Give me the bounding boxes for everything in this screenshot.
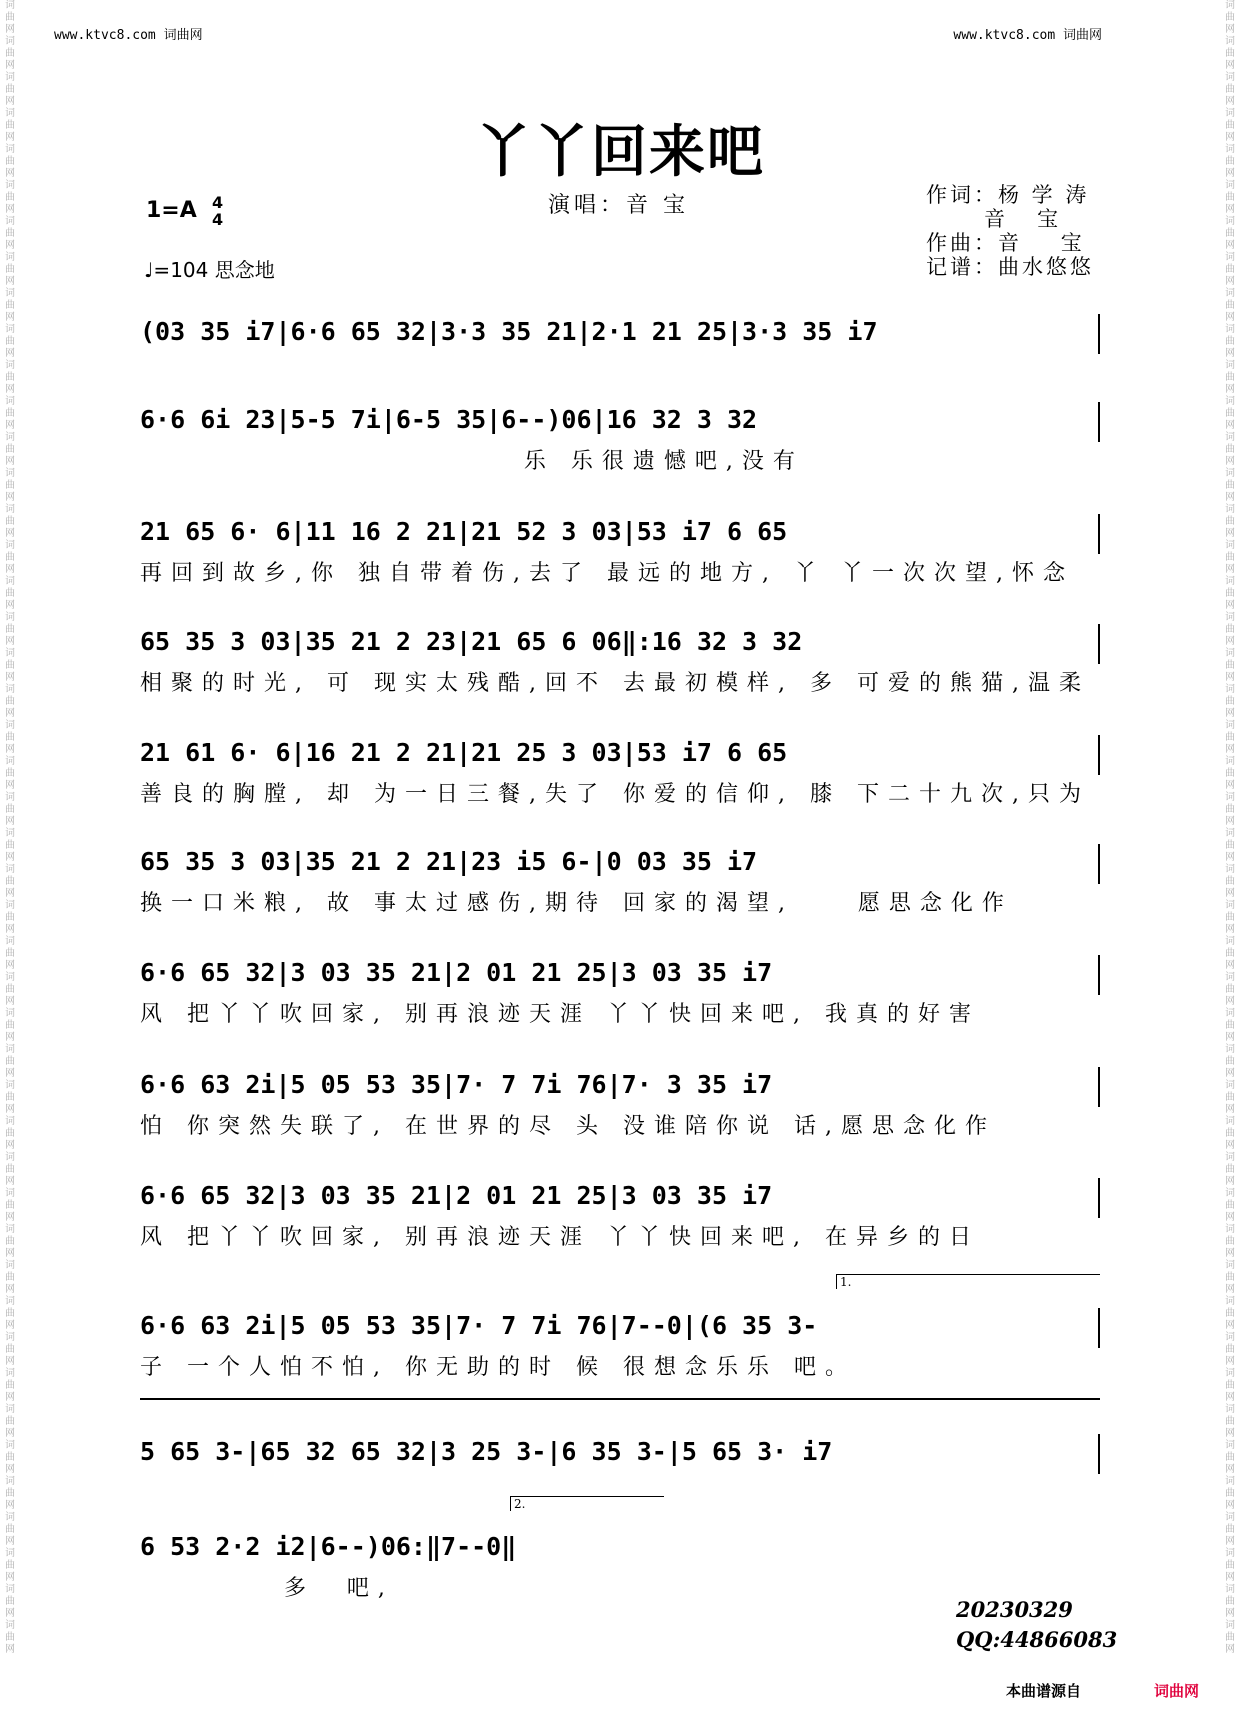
composer-credit: 作曲：音 宝 xyxy=(926,231,1085,255)
date-stamp xyxy=(956,1595,1117,1655)
notation-line: 6·6 65 32|3 03 35 21|2 01 21 25|3 03 35 i7 xyxy=(140,1181,773,1210)
lyrics-line: 换一口米粮, 故 事太过感伤,期待 回家的渴望, 愿思念化作 xyxy=(140,891,1013,916)
notation-line: 6 53 2·2 i2|6--)06:‖7--0‖ xyxy=(140,1532,517,1561)
site-header-left: www.ktvc8.com 词曲网 xyxy=(54,28,203,43)
barline xyxy=(1098,735,1100,775)
site-link[interactable]: 词曲网 xyxy=(1154,1682,1200,1700)
barline xyxy=(1098,1308,1100,1348)
lyrics-line: 再回到故乡,你 独自带着伤,去了 最远的地方, 丫 丫一次次望,怀念 xyxy=(140,561,1074,586)
barline xyxy=(1098,1178,1100,1218)
watermark-right: 词曲网词曲网词曲网词曲网词曲网词曲网词曲网词曲网词曲网词曲网词曲网词曲网词曲网词曲网词曲网词曲网词曲网词曲网词曲网词曲网词曲网词曲网词曲网词曲网词曲网词曲网词曲网词曲网词曲网词曲网词曲网词曲网词曲网词曲网词曲网词曲网词曲网词曲网词曲网词曲网词曲网词曲网词曲网词曲网词曲网词曲网 xyxy=(1225,0,1235,1655)
site-header-right: www.ktvc8.com 词曲网 xyxy=(953,28,1102,43)
lyrics-line: 相聚的时光, 可 现实太残酷,回不 去最初模样, 多 可爱的熊猫,温柔 xyxy=(140,671,1090,696)
lyrics-line: 乐 乐很遗憾吧,没有 xyxy=(140,449,804,474)
lyricist-credit: 作词：杨 学 涛 xyxy=(926,183,1090,207)
section-separator xyxy=(140,1398,1100,1400)
barline xyxy=(1098,1067,1100,1107)
tempo-marking: ♩=104 思念地 xyxy=(144,258,275,282)
barline xyxy=(1098,955,1100,995)
song-title: 丫丫回来吧 xyxy=(475,119,765,185)
barline xyxy=(1098,514,1100,554)
barline xyxy=(1098,402,1100,442)
source-label: 本曲谱源自 xyxy=(1006,1682,1082,1700)
lyrics-line: 怕 你突然失联了, 在世界的尽 头 没谁陪你说 话,愿思念化作 xyxy=(140,1114,996,1139)
time-signature-top: 4 xyxy=(212,193,224,212)
lyrics-line: 善良的胸膛, 却 为一日三餐,失了 你爱的信仰, 膝 下二十九次,只为 xyxy=(140,782,1090,807)
transcriber-credit: 记谱：曲水悠悠 xyxy=(926,255,1094,279)
lyrics-line: 风 把丫丫吹回家, 别再浪迹天涯 丫丫快回来吧, 我真的好害 xyxy=(140,1002,980,1027)
key-signature: 1=A xyxy=(146,198,197,223)
notation-line: 6·6 6i 23|5-5 7i|6-5 35|6--)06|16 32 3 32 xyxy=(140,405,758,434)
notation-line: 6·6 63 2i|5 05 53 35|7· 7 7i 76|7· 3 35 i7 xyxy=(140,1070,773,1099)
lyrics-line: 子 一个人怕不怕, 你无助的时 候 很想念乐乐 吧。 xyxy=(140,1355,856,1380)
lyricist-credit-2: 音 宝 xyxy=(926,207,1062,231)
time-signature xyxy=(212,194,223,228)
qq-text: QQ:44866083 xyxy=(956,1627,1118,1652)
lyrics-line: 多 吧, xyxy=(140,1576,394,1601)
notation-line: 65 35 3 03|35 21 2 21|23 i5 6-|0 03 35 i7 xyxy=(140,847,758,876)
notation-line: (03 35 i7|6·6 65 32|3·3 35 21|2·1 21 25|3·3 35 i7 xyxy=(140,317,878,346)
barline xyxy=(1098,1434,1100,1474)
time-signature-bottom: 4 xyxy=(212,210,224,229)
credits xyxy=(926,183,1094,279)
notation-line: 6·6 65 32|3 03 35 21|2 01 21 25|3 03 35 i7 xyxy=(140,958,773,987)
notation-line: 5 65 3-|65 32 65 32|3 25 3-|6 35 3-|5 65 3· i7 xyxy=(140,1437,833,1466)
barline xyxy=(1098,314,1100,354)
lyrics-line: 风 把丫丫吹回家, 别再浪迹天涯 丫丫快回来吧, 在异乡的日 xyxy=(140,1225,980,1250)
second-ending-bracket: 2. xyxy=(510,1496,664,1511)
watermark-left: 词曲网词曲网词曲网词曲网词曲网词曲网词曲网词曲网词曲网词曲网词曲网词曲网词曲网词曲网词曲网词曲网词曲网词曲网词曲网词曲网词曲网词曲网词曲网词曲网词曲网词曲网词曲网词曲网词曲网词曲网词曲网词曲网词曲网词曲网词曲网词曲网词曲网词曲网词曲网词曲网词曲网词曲网词曲网词曲网词曲网词曲网 xyxy=(5,0,15,1655)
notation-line: 6·6 63 2i|5 05 53 35|7· 7 7i 76|7--0|(6 35 3- xyxy=(140,1311,818,1340)
barline xyxy=(1098,624,1100,664)
notation-line: 21 61 6· 6|16 21 2 21|21 25 3 03|53 i7 6 65 xyxy=(140,738,788,767)
date-text: 20230329 xyxy=(956,1597,1073,1622)
barline xyxy=(1098,844,1100,884)
singer-credit: 演唱：音 宝 xyxy=(548,193,689,218)
notation-line: 65 35 3 03|35 21 2 23|21 65 6 06‖:16 32 3 32 xyxy=(140,627,803,656)
notation-line: 21 65 6· 6|11 16 2 21|21 52 3 03|53 i7 6 65 xyxy=(140,517,788,546)
first-ending-bracket: 1. xyxy=(836,1274,1100,1289)
